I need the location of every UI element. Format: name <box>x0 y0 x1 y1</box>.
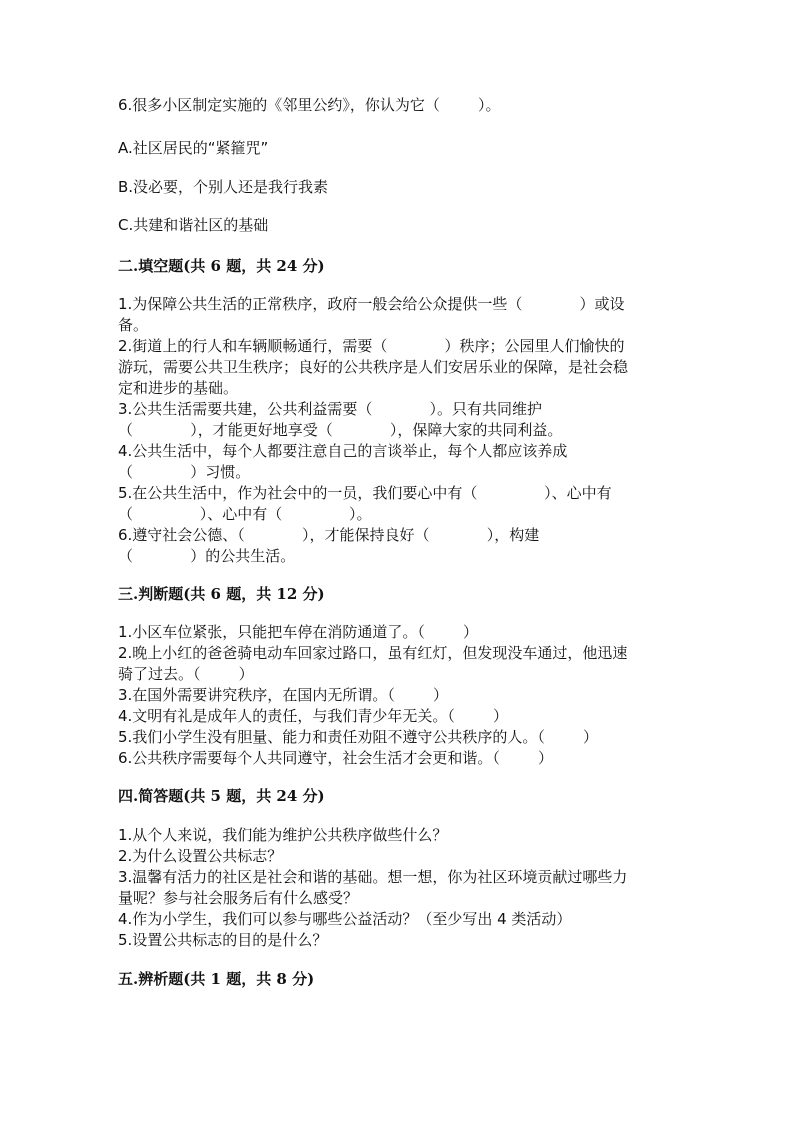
section-2-line: （ ），才能更好地享受（ ），保障大家的共同利益。 <box>118 421 563 439</box>
section-3-line: 4.文明有礼是成年人的责任，与我们青少年无关。（ ） <box>118 707 508 725</box>
section-2-line: （ ）、心中有（ ）。 <box>118 505 372 523</box>
question-6-option-a: A.社区居民的“紧箍咒” <box>118 139 269 157</box>
section-3-line: 3.在国外需要讲究秩序，在国内无所谓。（ ） <box>118 686 448 704</box>
section-3-line: 2.晚上小红的爸爸骑电动车回家过路口，虽有红灯，但发现没车通过，他迅速 <box>118 644 628 662</box>
section-3-line: 5.我们小学生没有胆量、能力和责任劝阻不遵守公共秩序的人。（ ） <box>118 728 598 746</box>
section-4-line: 2.为什么设置公共标志？ <box>118 847 283 865</box>
section-2-line: 6.遵守社会公德、（ ），才能保持良好（ ），构建 <box>118 526 540 544</box>
section-2-line: 2.街道上的行人和车辆顺畅通行，需要（ ）秩序；公园里人们愉快的 <box>118 337 625 355</box>
section-2-line: 5.在公共生活中，作为社会中的一员，我们要心中有（ ）、心中有 <box>118 484 612 502</box>
section-2-line: （ ）习惯。 <box>118 463 251 481</box>
section-5-title: 五.辨析题(共 1 题，共 8 分) <box>118 970 315 988</box>
section-2-line: 1.为保障公共生活的正常秩序，政府一般会给公众提供一些（ ）或设 <box>118 295 625 313</box>
section-3-line: 骑了过去。（ ） <box>118 665 254 683</box>
section-3-title: 三.判断题(共 6 题，共 12 分) <box>118 585 325 603</box>
section-4-line: 4.作为小学生，我们可以参与哪些公益活动？（至少写出 4 类活动） <box>118 910 572 928</box>
section-2-line: 3.公共生活需要共建，公共利益需要（ ）。只有共同维护 <box>118 400 543 418</box>
section-2-line: 4.公共生活中，每个人都要注意自己的言谈举止，每个人都应该养成 <box>118 442 568 460</box>
section-3-line: 1.小区车位紧张，只能把车停在消防通道了。（ ） <box>118 623 478 641</box>
section-2-line: 备。 <box>118 316 149 334</box>
section-2-line: （ ）的公共生活。 <box>118 547 296 565</box>
question-6-option-b: B.没必要，个别人还是我行我素 <box>118 178 329 196</box>
question-6-option-c: C.共建和谐社区的基础 <box>118 216 269 234</box>
section-2-line: 定和进步的基础。 <box>118 379 239 397</box>
section-4-line: 5.设置公共标志的目的是什么？ <box>118 931 328 949</box>
question-6-stem: 6.很多小区制定实施的《邻里公约》，你认为它（ ）。 <box>118 96 501 114</box>
section-4-title: 四.简答题(共 5 题，共 24 分) <box>118 787 325 805</box>
section-4-line: 1.从个人来说，我们能为维护公共秩序做些什么？ <box>118 826 448 844</box>
section-4-line: 3.温馨有活力的社区是社会和谐的基础。想一想，你为社区环境贡献过哪些力 <box>118 868 628 886</box>
section-2-line: 游玩，需要公共卫生秩序；良好的公共秩序是人们安居乐业的保障，是社会稳 <box>118 358 629 376</box>
section-2-title: 二.填空题(共 6 题，共 24 分) <box>118 257 325 275</box>
section-3-line: 6.公共秩序需要每个人共同遵守，社会生活才会更和谐。（ ） <box>118 749 553 767</box>
section-4-line: 量呢？参与社会服务后有什么感受？ <box>118 889 359 907</box>
